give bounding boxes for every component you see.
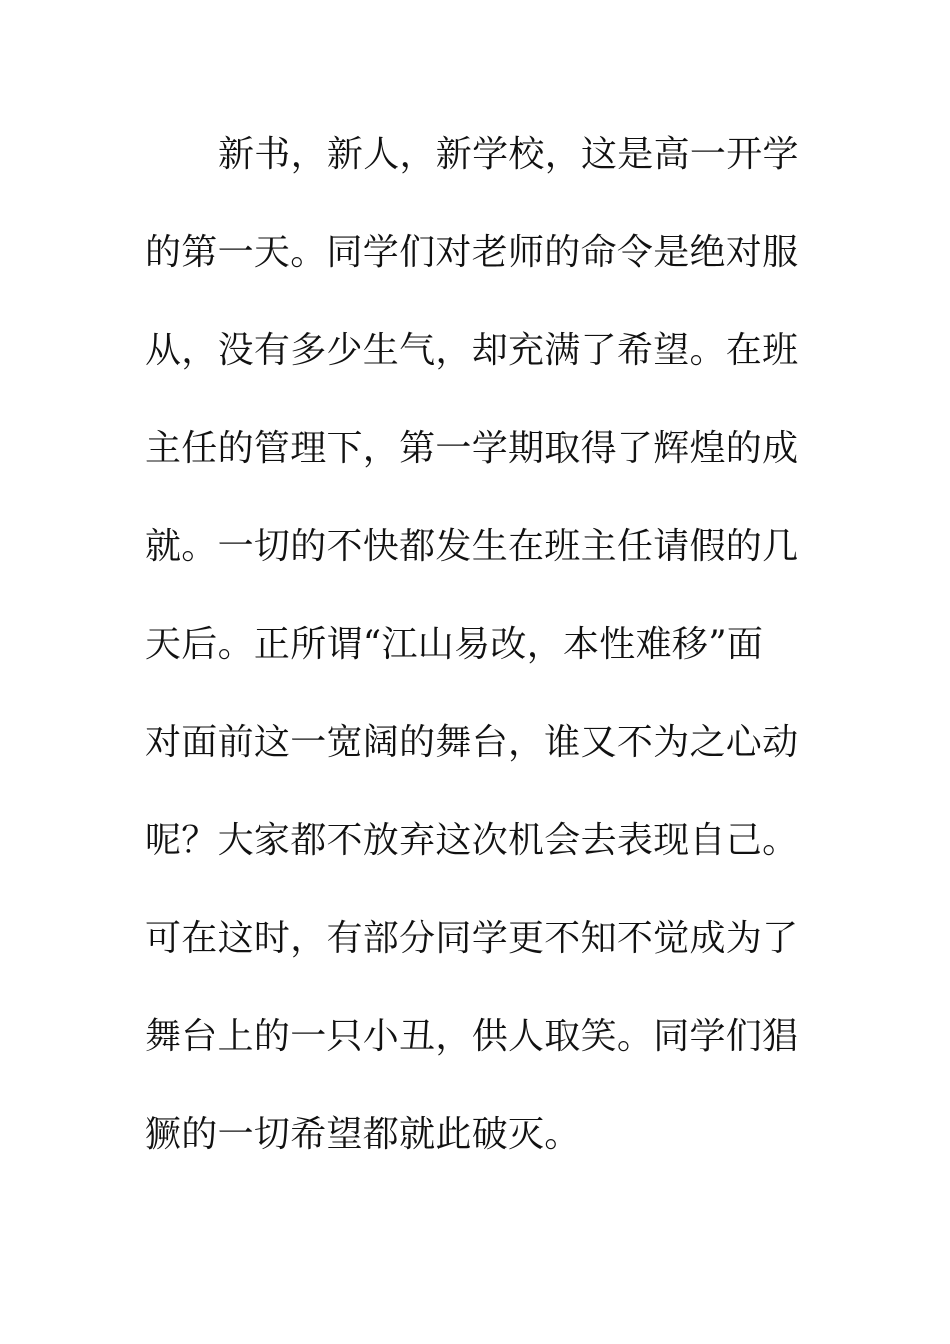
text-line: 呢？大家都不放弃这次机会去表现自己。 bbox=[145, 820, 799, 861]
text-line: 舞台上的一只小丑，供人取笑。同学们猖 bbox=[145, 1016, 799, 1057]
text-line: 的第一天。同学们对老师的命令是绝对服 bbox=[145, 232, 799, 273]
text-line: 天后。正所谓“江山易改，本性难移”面 bbox=[145, 624, 764, 665]
text-line: 对面前这一宽阔的舞台，谁又不为之心动 bbox=[145, 722, 799, 763]
text-line: 可在这时，有部分同学更不知不觉成为了 bbox=[145, 918, 799, 959]
text-line: 新书，新人，新学校，这是高一开学 bbox=[218, 134, 799, 175]
text-line: 就。一切的不快都发生在班主任请假的几 bbox=[145, 526, 799, 567]
paragraph bbox=[145, 125, 815, 1203]
text-line: 主任的管理下，第一学期取得了辉煌的成 bbox=[145, 428, 799, 469]
text-line: 从，没有多少生气，却充满了希望。在班 bbox=[145, 330, 799, 371]
text-line: 獗的一切希望都就此破灭。 bbox=[145, 1114, 581, 1155]
